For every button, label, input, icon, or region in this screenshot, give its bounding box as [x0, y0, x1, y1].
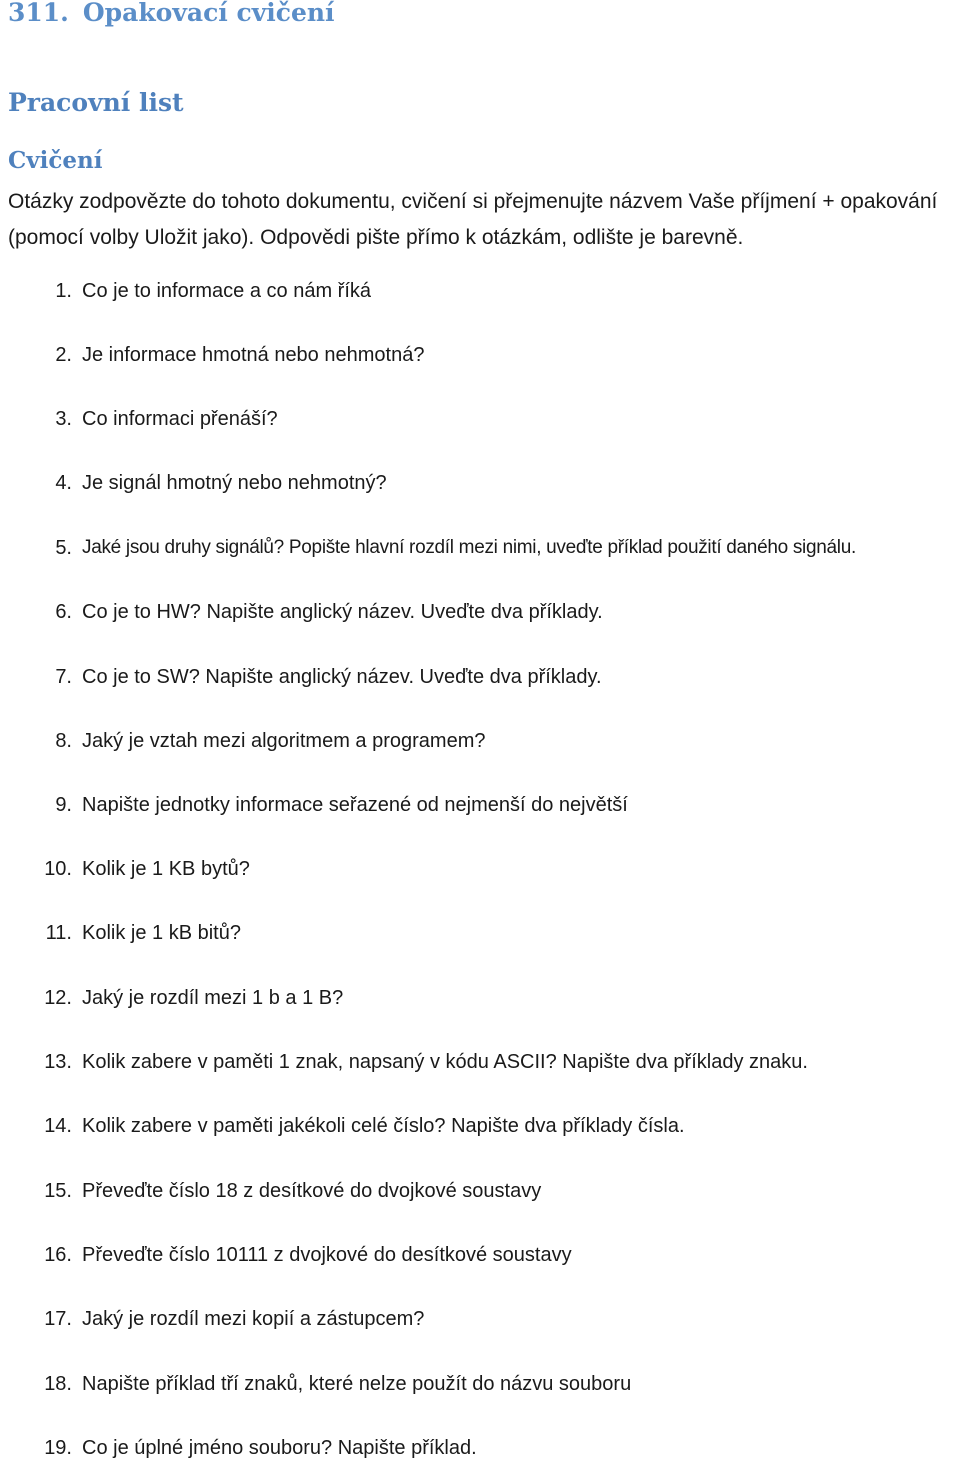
question-text: Kolik zabere v paměti jakékoli celé číslo? Napište dva příklady čísla. — [82, 1115, 685, 1137]
question-number: 13. — [44, 1051, 72, 1073]
question-number: 1. — [55, 280, 72, 302]
question-text: Co je to HW? Napište anglický název. Uveďte dva příklady. — [82, 601, 603, 623]
section-title: Opakovací cvičení — [82, 0, 335, 27]
question-number: 3. — [55, 408, 72, 430]
question-text: Jaký je vztah mezi algoritmem a programem? — [82, 730, 486, 752]
question-number: 4. — [55, 472, 72, 494]
worksheet-title: Pracovní list — [8, 88, 184, 117]
question-text: Kolik je 1 KB bytů? — [82, 858, 250, 880]
question-text: Napište jednotky informace seřazené od nejmenší do největší — [82, 794, 628, 816]
question-text: Kolik zabere v paměti 1 znak, napsaný v kódu ASCII? Napište dva příklady znaku. — [82, 1051, 808, 1073]
question-text: Co je to SW? Napište anglický název. Uveďte dva příklady. — [82, 666, 602, 688]
question-text: Převeďte číslo 18 z desítkové do dvojkové soustavy — [82, 1180, 542, 1202]
question-text: Co informaci přenáší? — [82, 408, 278, 430]
question-number: 15. — [44, 1180, 72, 1202]
question-number: 18. — [44, 1373, 72, 1395]
question-text: Co je to informace a co nám říká — [82, 280, 372, 302]
question-text: Převeďte číslo 10111 z dvojkové do desítkové soustavy — [82, 1244, 572, 1266]
question-text: Je signál hmotný nebo nehmotný? — [82, 472, 387, 494]
question-text: Jaký je rozdíl mezi 1 b a 1 B? — [82, 987, 344, 1009]
question-number: 16. — [44, 1244, 72, 1266]
question-number: 17. — [44, 1308, 72, 1330]
question-text: Je informace hmotná nebo nehmotná? — [82, 344, 425, 366]
question-number: 10. — [44, 858, 72, 880]
question-number: 9. — [55, 794, 72, 816]
question-number: 14. — [44, 1115, 72, 1137]
question-number: 2. — [55, 344, 72, 366]
question-number: 11. — [45, 922, 72, 944]
section-heading — [8, 0, 335, 27]
question-text: Jaký je rozdíl mezi kopií a zástupcem? — [82, 1308, 425, 1330]
question-text: Kolik je 1 kB bitů? — [82, 922, 241, 944]
question-text: Napište příklad tří znaků, které nelze použít do názvu souboru — [82, 1373, 632, 1395]
exercise-instructions: Otázky zodpovězte do tohoto dokumentu, cvičení si přejmenujte názvem Vaše příjmení + opakování (pomocí volby Uložit jako). Odpovědi pište přímo k otázkám, odlište je barevně. — [8, 190, 938, 249]
section-number: 311. — [8, 0, 69, 27]
question-number: 8. — [55, 730, 72, 752]
question-number: 5. — [55, 537, 72, 559]
question-number: 12. — [44, 987, 72, 1009]
question-number: 19. — [44, 1437, 72, 1459]
question-text: Co je úplné jméno souboru? Napište příklad. — [82, 1437, 477, 1459]
question-number: 7. — [55, 666, 72, 688]
question-number: 6. — [55, 601, 72, 623]
question-text: Jaké jsou druhy signálů? Popište hlavní rozdíl mezi nimi, uveďte příklad použití daného signálu. — [82, 537, 856, 558]
exercise-heading: Cvičení — [8, 147, 103, 174]
